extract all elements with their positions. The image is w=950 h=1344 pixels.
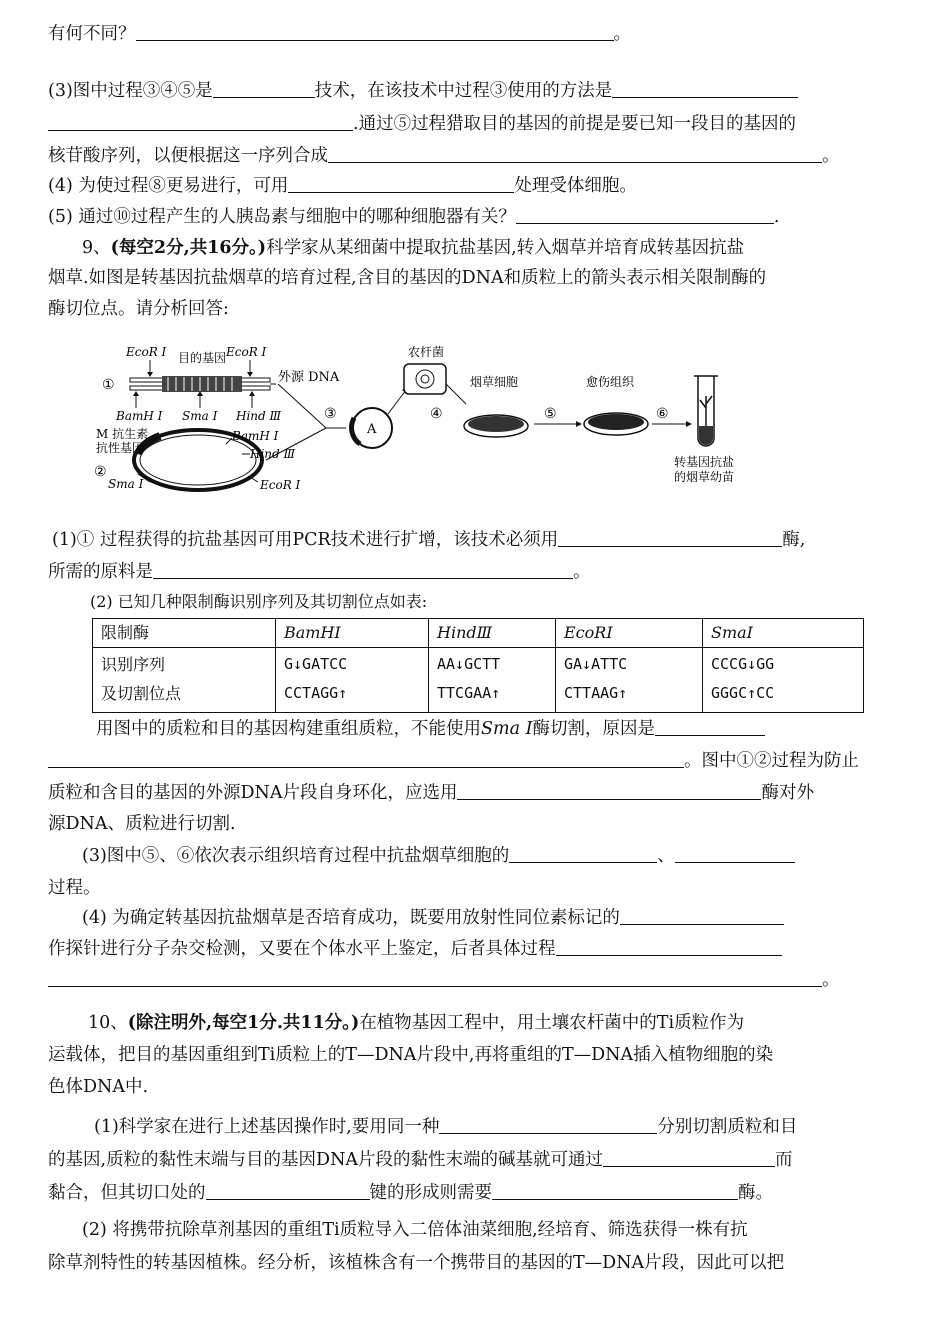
table-header: BamHⅠ (276, 619, 429, 648)
step-3-label: ③ (324, 406, 337, 422)
seq-bottom: CTTAAG↑ (564, 684, 628, 702)
answer-blank[interactable] (612, 79, 798, 98)
ecori-label: EcoR Ⅰ (126, 345, 167, 359)
q8-text: (5) 通过⑩过程产生的人胰岛素与细胞中的哪种细胞器有关？ (48, 207, 516, 227)
q10-line-3: 色体DNA中. (48, 1077, 149, 1097)
q8-line-3 (48, 112, 796, 136)
table-cell (556, 648, 703, 713)
q8-text: (4) 为使过程⑧更易进行，可用 (48, 176, 289, 196)
q9-s1-line-1 (52, 528, 805, 552)
step-6-label: ⑥ (656, 406, 669, 422)
answer-blank[interactable] (48, 968, 822, 987)
callus-label: 愈伤组织 (586, 375, 635, 389)
answer-blank[interactable] (136, 22, 614, 41)
answer-blank[interactable] (457, 781, 761, 800)
table-header: HindⅢ (429, 619, 556, 648)
target-gene-segment (162, 376, 242, 392)
q10-s2-line-2: 除草剂特性的转基因植株。经分析，该植株含有一个携带目的基因的T—DNA片段，因此可以把 (48, 1253, 785, 1273)
target-gene-label: 目的基因 (178, 351, 227, 365)
answer-blank[interactable] (603, 1148, 775, 1167)
seq-top: G↓GATCC (284, 655, 348, 673)
q9-text: 、 (657, 846, 675, 866)
q9-s2-line-4: 源DNA、质粒进行切割. (48, 814, 236, 834)
hindiii-label: Hind Ⅲ (236, 409, 282, 423)
smai-label: Sma Ⅰ (182, 409, 218, 423)
q10-text: 分别切割质粒和目 (657, 1117, 798, 1137)
test-tube-icon (694, 376, 718, 446)
q9-s4-line-1 (82, 906, 784, 930)
smai-label: Sma Ⅰ (108, 477, 144, 491)
answer-blank[interactable] (48, 749, 684, 768)
step-2-label: ② (94, 464, 107, 480)
q10-s2-line-1: (2) 将携带抗除草剂基因的重组Ti质粒导入二倍体油菜细胞,经培育、筛选获得一株有抗 (82, 1220, 748, 1240)
q9-text: 酶切割，原因是 (532, 719, 655, 739)
answer-blank[interactable] (213, 79, 315, 98)
table-header: SmaⅠ (703, 619, 864, 648)
q10-text: 黏合，但其切口处的 (48, 1183, 206, 1203)
q10-text: 的基因,质粒的黏性末端与目的基因DNA片段的黏性末端的碱基就可通过 (48, 1150, 604, 1170)
answer-blank[interactable] (556, 937, 782, 956)
step-4-label: ④ (430, 406, 443, 422)
step-1-label: ① (102, 377, 115, 393)
table-cell (703, 648, 864, 713)
answer-blank[interactable] (558, 528, 782, 547)
q9-s4-line-3 (48, 968, 840, 992)
q9-text: 。 (573, 562, 591, 582)
q9-text: 科学家从某细菌中提取抗盐基因,转入烟草并培育成转基因抗盐 (266, 238, 745, 258)
q8-line-4 (48, 144, 840, 168)
q10-s1-line-1 (94, 1115, 797, 1139)
q8-text: . (773, 207, 780, 227)
q10-s1-line-3 (48, 1181, 773, 1205)
answer-blank[interactable] (288, 174, 514, 193)
question-score: (除注明外,每空1分.共11分。) (127, 1013, 360, 1033)
q10-line-1 (88, 1011, 744, 1035)
q9-text: 酶, (782, 530, 806, 550)
table-cell (276, 648, 429, 713)
bamhi-label: BamH Ⅰ (116, 409, 163, 423)
q9-s4-line-2 (48, 937, 782, 961)
table-cell (429, 648, 556, 713)
gene-transfer-diagram (90, 334, 770, 494)
answer-blank[interactable] (492, 1181, 738, 1200)
answer-blank[interactable] (509, 844, 657, 863)
question-score: (每空2分,共16分。) (110, 238, 267, 258)
q10-text: 而 (775, 1150, 793, 1170)
table-row (93, 619, 864, 648)
q8-line-6 (48, 205, 779, 229)
q9-s1-line-2 (48, 560, 591, 584)
ecori-label: EcoR Ⅰ (260, 478, 301, 492)
q9-line-3: 酶切位点。请分析回答: (48, 299, 229, 319)
answer-blank[interactable] (655, 717, 765, 736)
q8-text: 。 (613, 24, 631, 44)
q10-text: (1)科学家在进行上述基因操作时,要用同一种 (94, 1117, 440, 1137)
q9-text: 。 (822, 970, 840, 990)
q9-text: (1)① 过程获得的抗盐基因可用PCR技术进行扩增，该技术必须用 (52, 530, 559, 550)
restriction-enzyme-table (92, 618, 864, 713)
agrobacterium-label: 农杆菌 (408, 345, 445, 359)
q9-text: (3)图中⑤、⑥依次表示组织培育过程中抗盐烟草细胞的 (82, 846, 510, 866)
q8-text: 处理受体细胞。 (514, 176, 637, 196)
q8-text: 技术，在该技术中过程③使用的方法是 (314, 81, 613, 101)
seq-top: AA↓GCTT (437, 655, 501, 673)
q8-line-1 (48, 22, 631, 46)
q8-text: (3)图中过程③④⑤是 (48, 81, 213, 101)
q10-s1-line-2 (48, 1148, 793, 1172)
foreign-dna-strand (130, 376, 276, 392)
q9-line-1 (82, 236, 744, 260)
q8-text: 核苷酸序列，以便根据这一序列合成 (48, 146, 328, 166)
q9-text: (4) 为确定转基因抗盐烟草是否培育成功，既要用放射性同位素标记的 (82, 908, 620, 928)
q8-line-5 (48, 174, 637, 198)
q9-line-2: 烟草.如图是转基因抗盐烟草的培育过程,含目的基因的DNA和质粒上的箭头表示相关限制酶的 (48, 268, 767, 288)
q9-s3-line-1 (82, 844, 795, 868)
q10-text: 在植物基因工程中，用土壤农杆菌中的Ti质粒作为 (359, 1013, 745, 1033)
q9-s2-intro: (2) 已知几种限制酶识别序列及其切割位点如表: (90, 592, 428, 611)
answer-blank[interactable] (48, 112, 353, 131)
q8-text: 。 (822, 146, 840, 166)
plasmid-a-label: A (367, 422, 377, 437)
q9-s2-line-3 (48, 781, 814, 805)
q9-s3-line-2: 过程。 (48, 878, 101, 898)
answer-blank[interactable] (620, 906, 784, 925)
q9-text: 质粒和含目的基因的外源DNA片段自身环化，应选用 (48, 783, 458, 803)
m-resistance-label: M 抗生素 (96, 427, 149, 441)
q9-text: Sma Ⅰ (481, 719, 533, 739)
q10-text: 键的形成则需要 (369, 1183, 492, 1203)
bamhi-label: BamH Ⅰ (232, 429, 279, 443)
answer-blank[interactable] (439, 1115, 657, 1134)
answer-blank[interactable] (153, 560, 573, 579)
q8-text: .通过⑤过程猎取目的基因的前提是要已知一段目的基因的 (353, 114, 797, 134)
seedling-label: 的烟草幼苗 (674, 470, 735, 484)
answer-blank[interactable] (516, 205, 774, 224)
answer-blank[interactable] (206, 1181, 370, 1200)
hindiii-label: Hind Ⅲ (250, 447, 296, 461)
m-resistance-label: 抗性基因 (96, 441, 145, 455)
seq-bottom: CCTAGG↑ (284, 684, 348, 702)
q9-text: 所需的原料是 (48, 562, 153, 582)
q9-s2-line-2 (48, 749, 859, 773)
seq-top: GA↓ATTC (564, 655, 628, 673)
ecori-label: EcoR Ⅰ (226, 345, 267, 359)
row-label: 识别序列 (101, 655, 166, 674)
table-header: EcoRⅠ (556, 619, 703, 648)
row-label: 及切割位点 (101, 684, 182, 703)
foreign-dna-label: 外源 DNA (278, 370, 340, 385)
seq-bottom: GGGC↑CC (711, 684, 775, 702)
q10-line-2: 运载体，把目的基因重组到Ti质粒上的T—DNA片段中,再将重组的T—DNA插入植物细胞的染 (48, 1045, 774, 1065)
seq-bottom: TTCGAA↑ (437, 684, 501, 702)
question-number: 10、 (88, 1013, 128, 1033)
arrow-line (278, 384, 326, 428)
step-5-label: ⑤ (544, 406, 557, 422)
seq-top: CCCG↓GG (711, 655, 775, 673)
table-header: 限制酶 (93, 619, 276, 648)
answer-blank[interactable] (328, 144, 822, 163)
answer-blank[interactable] (675, 844, 795, 863)
q8-line-2 (48, 79, 798, 103)
q8-text: 有何不同？ (48, 24, 136, 44)
q9-text: 作探针进行分子杂交检测，又要在个体水平上鉴定，后者具体过程 (48, 939, 556, 959)
q9-text: 用图中的质粒和目的基因构建重组质粒，不能使用 (96, 719, 481, 739)
question-number: 9、 (82, 238, 111, 258)
seedling-label: 转基因抗盐 (674, 455, 735, 469)
table-row (93, 648, 864, 713)
agrobacterium-icon (404, 364, 446, 394)
q9-s2-line-1 (96, 717, 765, 741)
q9-text: 酶对外 (761, 783, 814, 803)
tobacco-cells-label: 烟草细胞 (470, 375, 519, 389)
table-cell (93, 648, 276, 713)
q10-text: 酶。 (738, 1183, 773, 1203)
q9-text: 。图中①②过程为防止 (684, 751, 859, 771)
